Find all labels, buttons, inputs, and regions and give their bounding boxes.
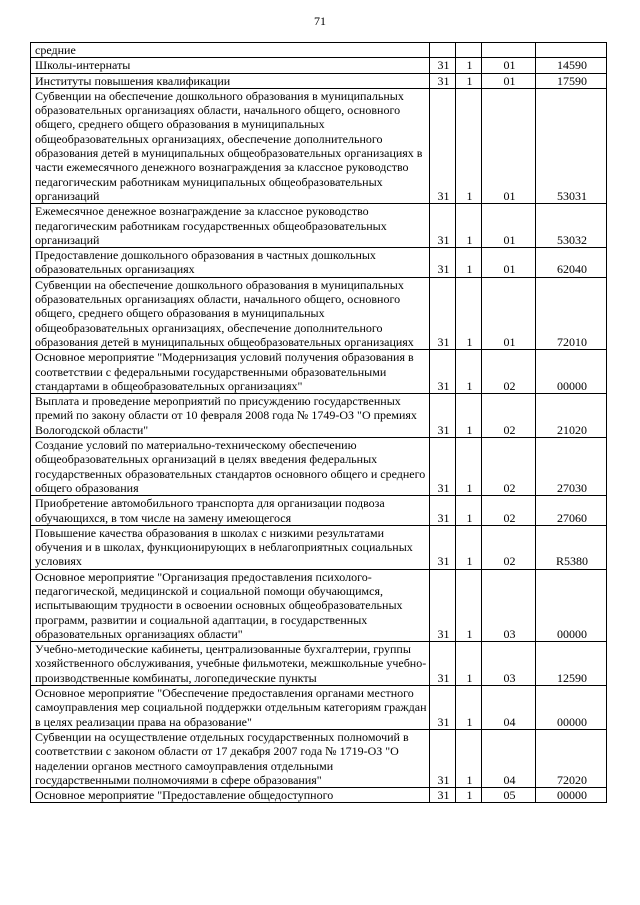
table-row <box>31 248 607 278</box>
code-gp-cell: 31 <box>430 496 456 526</box>
code-subprogram-cell: 1 <box>456 277 482 349</box>
code-event-cell: 04 <box>482 686 536 730</box>
table-row <box>31 569 607 641</box>
table-row <box>31 204 607 248</box>
code-subprogram-cell: 1 <box>456 569 482 641</box>
code-subprogram-cell: 1 <box>456 438 482 496</box>
code-gp-cell: 31 <box>430 248 456 278</box>
code-event-cell: 01 <box>482 204 536 248</box>
row-name-cell: Школы-интернаты <box>31 58 430 73</box>
code-subprogram-cell: 1 <box>456 525 482 569</box>
code-subprogram-cell: 1 <box>456 729 482 787</box>
table-row <box>31 43 607 58</box>
table-row <box>31 58 607 73</box>
table-row <box>31 788 607 803</box>
code-gp-cell: 31 <box>430 686 456 730</box>
code-event-cell: 01 <box>482 277 536 349</box>
code-direction-cell: 12590 <box>536 642 607 686</box>
code-direction-cell: 00000 <box>536 788 607 803</box>
code-gp-cell: 31 <box>430 642 456 686</box>
row-name-cell: Повышение качества образования в школах с низкими результатами обучения и в школах, функционирующих в неблагоприятных социальных условиях <box>31 525 430 569</box>
row-name-cell: Выплата и проведение мероприятий по присуждению государственных премий по закону области от 10 февраля 2008 года № 1749-ОЗ "О премиях Вологодской области" <box>31 394 430 438</box>
row-name-cell: Учебно-методические кабинеты, централизованные бухгалтерии, группы хозяйственного обслуживания, учебные фильмотеки, межшкольные учебно-производственные комбинаты, логопедические пункты <box>31 642 430 686</box>
code-event-cell <box>482 43 536 58</box>
code-subprogram-cell <box>456 43 482 58</box>
code-gp-cell: 31 <box>430 525 456 569</box>
code-direction-cell: 72020 <box>536 729 607 787</box>
row-name-cell: Субвенции на обеспечение дошкольного образования в муниципальных образовательных организациях области, начального общего, основного общего, среднего общего образования в муниципальных общеобразовательных организациях, обеспечение дополнительного образования детей в муниципальных общеобразовательных организациях в части ежемесячного денежного вознаграждения за классное руководство педагогическим работникам муниципальных общеобразовательных организаций <box>31 88 430 203</box>
code-subprogram-cell: 1 <box>456 350 482 394</box>
code-direction-cell: 53031 <box>536 88 607 203</box>
row-name-cell: Основное мероприятие "Организация предоставления психолого-педагогической, медицинской и социальной помощи обучающимся, испытывающим трудности в освоении основных общеобразовательных программ, развитии и социальной адаптации, в государственных образовательных организациях области" <box>31 569 430 641</box>
code-subprogram-cell: 1 <box>456 686 482 730</box>
code-direction-cell: R5380 <box>536 525 607 569</box>
table-row <box>31 686 607 730</box>
code-direction-cell: 62040 <box>536 248 607 278</box>
code-gp-cell: 31 <box>430 438 456 496</box>
page-number: 71 <box>314 14 326 28</box>
row-name-cell: Основное мероприятие "Предоставление общедоступного <box>31 788 430 803</box>
budget-classification-table <box>30 42 607 803</box>
code-direction-cell: 00000 <box>536 686 607 730</box>
code-gp-cell: 31 <box>430 73 456 88</box>
code-event-cell: 02 <box>482 350 536 394</box>
code-gp-cell: 31 <box>430 569 456 641</box>
code-direction-cell: 21020 <box>536 394 607 438</box>
code-subprogram-cell: 1 <box>456 204 482 248</box>
table-row <box>31 729 607 787</box>
table-row <box>31 277 607 349</box>
row-name-cell: Субвенции на обеспечение дошкольного образования в муниципальных образовательных организациях области, начального общего, основного общего, среднего общего образования в муниципальных общеобразовательных организациях, обеспечение дополнительного образования детей в муниципальных общеобразовательных организациях <box>31 277 430 349</box>
code-direction-cell <box>536 43 607 58</box>
code-gp-cell: 31 <box>430 277 456 349</box>
table-row <box>31 73 607 88</box>
code-direction-cell: 14590 <box>536 58 607 73</box>
code-gp-cell <box>430 43 456 58</box>
code-gp-cell: 31 <box>430 350 456 394</box>
table-row <box>31 496 607 526</box>
table-row <box>31 642 607 686</box>
code-direction-cell: 27030 <box>536 438 607 496</box>
row-name-cell: средние <box>31 43 430 58</box>
code-direction-cell: 00000 <box>536 350 607 394</box>
table-row <box>31 394 607 438</box>
code-subprogram-cell: 1 <box>456 58 482 73</box>
code-event-cell: 02 <box>482 525 536 569</box>
table-row <box>31 88 607 203</box>
code-event-cell: 01 <box>482 88 536 203</box>
code-event-cell: 02 <box>482 496 536 526</box>
code-subprogram-cell: 1 <box>456 788 482 803</box>
code-event-cell: 03 <box>482 569 536 641</box>
code-subprogram-cell: 1 <box>456 248 482 278</box>
code-event-cell: 01 <box>482 58 536 73</box>
table-row <box>31 525 607 569</box>
code-direction-cell: 27060 <box>536 496 607 526</box>
code-event-cell: 02 <box>482 438 536 496</box>
row-name-cell: Институты повышения квалификации <box>31 73 430 88</box>
row-name-cell: Предоставление дошкольного образования в частных дошкольных образовательных организациях <box>31 248 430 278</box>
table-body <box>31 43 607 803</box>
table-row <box>31 350 607 394</box>
code-event-cell: 03 <box>482 642 536 686</box>
code-direction-cell: 17590 <box>536 73 607 88</box>
code-direction-cell: 00000 <box>536 569 607 641</box>
row-name-cell: Субвенции на осуществление отдельных государственных полномочий в соответствии с законом области от 17 декабря 2007 года № 1719-ОЗ "О наделении органов местного самоуправления отдельными государственными полномочиями в сфере образования" <box>31 729 430 787</box>
code-gp-cell: 31 <box>430 729 456 787</box>
code-gp-cell: 31 <box>430 204 456 248</box>
code-gp-cell: 31 <box>430 788 456 803</box>
code-event-cell: 05 <box>482 788 536 803</box>
code-subprogram-cell: 1 <box>456 73 482 88</box>
code-subprogram-cell: 1 <box>456 642 482 686</box>
code-subprogram-cell: 1 <box>456 394 482 438</box>
row-name-cell: Создание условий по материально-техническому обеспечению общеобразовательных организаций в целях введения федеральных государственных образовательных стандартов основного общего и среднего общего образования <box>31 438 430 496</box>
code-gp-cell: 31 <box>430 88 456 203</box>
row-name-cell: Приобретение автомобильного транспорта для организации подвоза обучающихся, в том числе на замену имеющегося <box>31 496 430 526</box>
row-name-cell: Ежемесячное денежное вознаграждение за классное руководство педагогическим работникам государственных общеобразовательных организаций <box>31 204 430 248</box>
code-event-cell: 01 <box>482 73 536 88</box>
code-event-cell: 04 <box>482 729 536 787</box>
code-direction-cell: 53032 <box>536 204 607 248</box>
row-name-cell: Основное мероприятие "Обеспечение предоставления органами местного самоуправления мер социальной поддержки отдельным категориям граждан в целях реализации права на образование" <box>31 686 430 730</box>
code-gp-cell: 31 <box>430 394 456 438</box>
code-direction-cell: 72010 <box>536 277 607 349</box>
row-name-cell: Основное мероприятие "Модернизация условий получения образования в соответствии с федеральными государственными образовательными стандартами в общеобразовательных организациях" <box>31 350 430 394</box>
code-event-cell: 02 <box>482 394 536 438</box>
table-row <box>31 438 607 496</box>
code-gp-cell: 31 <box>430 58 456 73</box>
code-subprogram-cell: 1 <box>456 496 482 526</box>
code-subprogram-cell: 1 <box>456 88 482 203</box>
code-event-cell: 01 <box>482 248 536 278</box>
